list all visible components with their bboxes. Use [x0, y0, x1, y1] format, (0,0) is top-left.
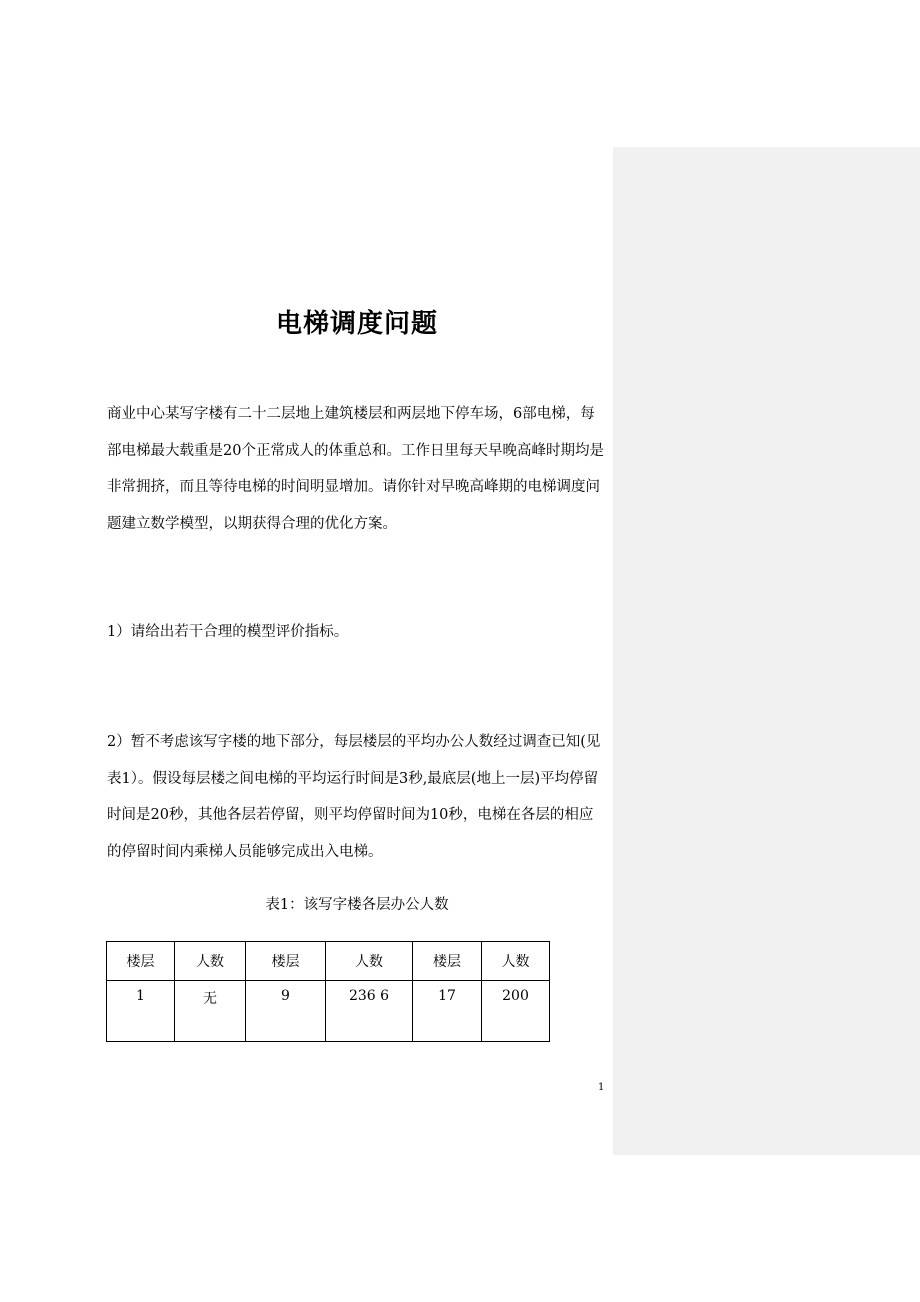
paragraph-intro: 商业中心某写字楼有二十二层地上建筑楼层和两层地下停车场，6部电梯，每部电梯最大载重是20个正常成人的体重总和。工作日里每天早晚高峰时期均是非常拥挤，而且等待电梯的时间明显增加。请你针对早晚高峰期的电梯调度问题建立数学模型，以期获得合理的优化方案。	[107, 406, 604, 532]
page-number: 1	[598, 1082, 605, 1093]
table-cell: 236 6	[326, 981, 413, 1042]
table-cell: 1	[107, 981, 175, 1042]
paragraph-question-1: 1）请给出若干合理的模型评价指标。	[107, 624, 349, 640]
header-cell: 楼层	[246, 942, 326, 981]
header-cell: 人数	[326, 942, 413, 981]
table-cell: 无	[175, 981, 246, 1042]
office-headcount-table	[106, 941, 550, 1042]
table-row	[107, 981, 550, 1042]
header-cell: 楼层	[107, 942, 175, 981]
table-cell: 9	[246, 981, 326, 1042]
document-title: 电梯调度问题	[275, 309, 438, 339]
header-cell: 楼层	[413, 942, 482, 981]
table-cell: 17	[413, 981, 482, 1042]
table-caption: 表1：该写字楼各层办公人数	[265, 897, 449, 913]
header-cell: 人数	[482, 942, 550, 981]
table-header-row	[107, 942, 550, 981]
paragraph-question-2: 2）暂不考虑该写字楼的地下部分，每层楼层的平均办公人数经过调查已知(见表1）。假设每层楼之间电梯的平均运行时间是3秒,最底层(地上一层)平均停留时间是20秒，其他各层若停留，则平均停留时间为10秒，电梯在各层的相应的停留时间内乘梯人员能够完成出入电梯。	[107, 734, 601, 860]
table-cell: 200	[482, 981, 550, 1042]
comment-margin-pane	[613, 147, 920, 1155]
header-cell: 人数	[175, 942, 246, 981]
